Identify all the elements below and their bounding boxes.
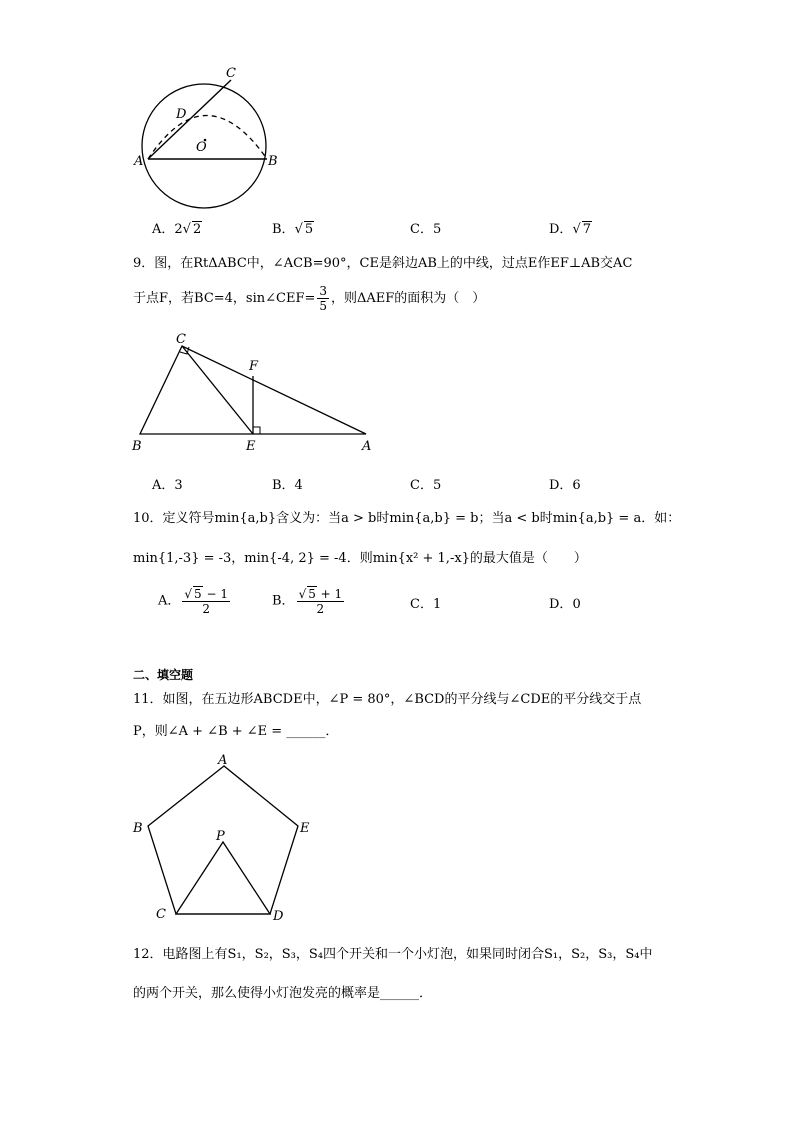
q10-option-a[interactable]: A． $\frac{√ 5 - 1}{2}$ [158,587,229,616]
q9-option-c[interactable]: C．5 [410,478,442,493]
q9-option-d[interactable]: D．6 [549,478,581,493]
q11-line1: 11．如图，在五边形ABCDE中，∠P = 80°，∠BCD的平分线与∠CDE的平分线交于点 [133,692,642,707]
q10-line2: min{1,-3} = -3，min{-4, 2} = -4．则min{x² + 1,-x}的最大值是（ ） [133,551,587,566]
q12-line1: 12．电路图上有S₁，S₂，S₃，S₄四个开关和一个小灯泡，如果同时闭合S₁，S₂，S₃，S₄中 [133,947,653,962]
figure-q9-triangle [128,326,378,456]
q8-option-a[interactable]: A．2√ 2 [152,222,202,237]
q12-line2: 的两个开关，那么使得小灯泡发亮的概率是______． [133,986,433,1001]
label-a: A [362,439,372,454]
label-b: B [268,154,278,169]
dashed-arc [148,116,267,160]
label-e: E [246,439,256,454]
q10-option-b[interactable]: B． $\frac{√ 5 + 1}{2}$ [272,587,343,616]
q9-line1: 9．图，在RtΔABC中，∠ACB=90°，CE是斜边AB上的中线，过点E作EF⊥AB交AC [133,256,633,271]
label-e: E [300,821,310,836]
q9-option-a[interactable]: A．3 [152,478,183,493]
label-b: B [133,821,143,836]
q9-line2: 于点F，若BC=4，sin∠CEF= $\frac{3}{5}$ ，则ΔAEF的面积为（ ） [133,284,486,313]
label-d: D [273,909,284,924]
label-d: D [176,107,187,122]
q10-option-c[interactable]: C．1 [410,597,442,612]
label-c: C [176,332,186,347]
figure-q8-circle [128,62,288,210]
q8-option-c[interactable]: C．5 [410,222,442,237]
q10-option-d[interactable]: D．0 [549,597,581,612]
q10-line1: 10．定义符号min{a,b}含义为：当a > b时min{a,b} = b；当a < b时min{a,b} = a．如： [133,511,681,526]
right-angle-e [253,427,260,434]
figure-q11-pentagon [128,750,328,930]
label-a: A [218,753,228,768]
q8-option-d[interactable]: D．√ 7 [549,222,592,237]
section-title-fill-in: 二、填空题 [133,668,194,682]
triangle-pcd [176,842,270,914]
q8-option-b[interactable]: B．√ 5 [272,222,314,237]
median-ce [182,346,253,434]
label-o: O [196,140,207,155]
q11-line2: P，则∠A + ∠B + ∠E = ______． [133,724,339,739]
label-b: B [132,439,142,454]
q9-option-b[interactable]: B．4 [272,478,303,493]
label-c: C [156,907,166,922]
fraction-3-5: $\frac{3}{5}$ [319,284,328,313]
label-f: F [249,359,259,374]
label-a: A [134,154,144,169]
label-c: C [226,66,236,81]
label-p: P [216,829,225,844]
